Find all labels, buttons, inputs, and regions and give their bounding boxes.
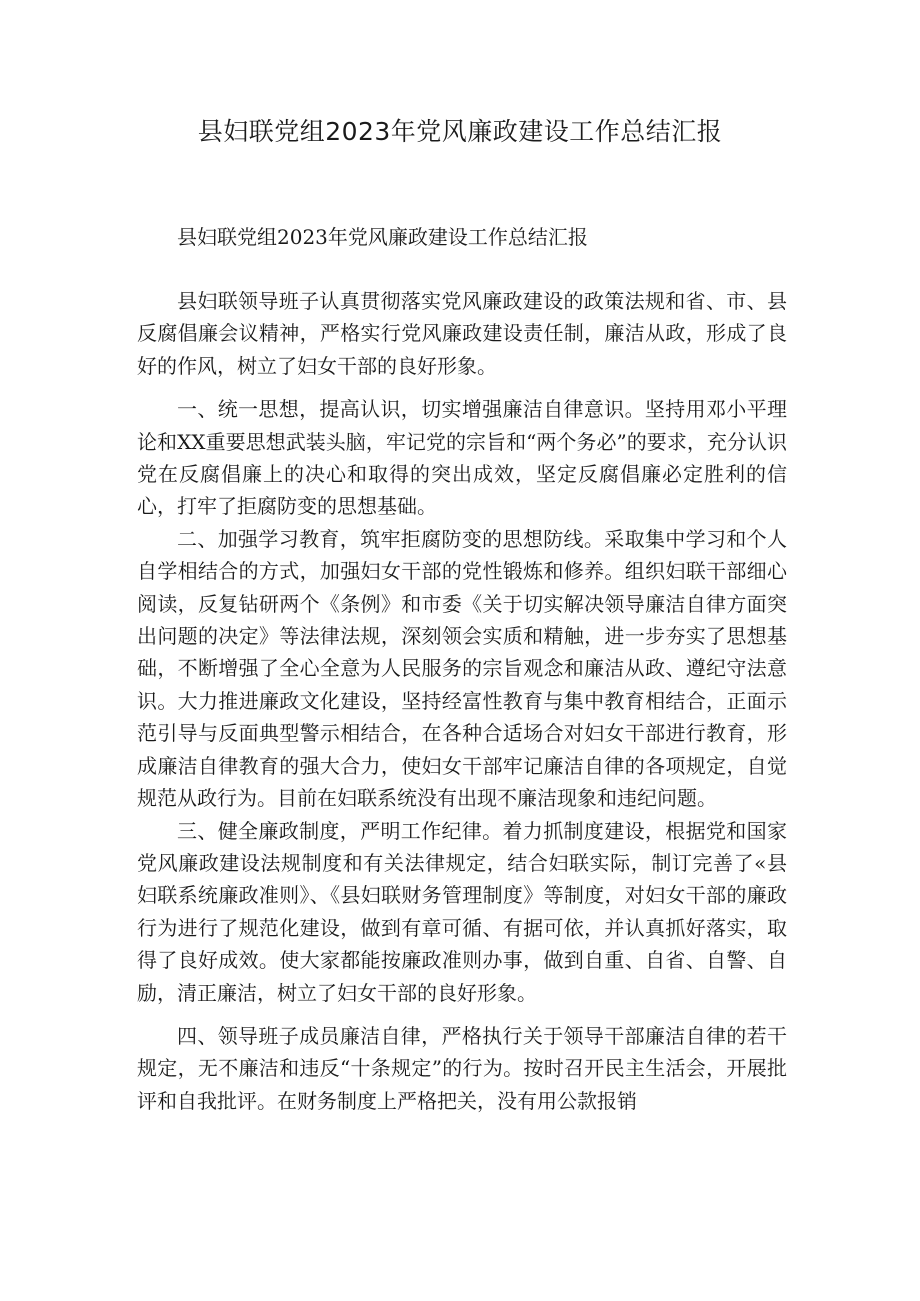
paragraph-intro: 县妇联领导班子认真贯彻落实党风廉政建设的政策法规和省、市、县反腐倡廉会议精神，严格实行党风廉政建设责任制，廉洁从政，形成了良好的作风，树立了妇女干部的良好形象。 xyxy=(137,289,787,378)
paragraph-section-1: 一、统一思想，提高认识，切实增强廉洁自律意识。坚持用邓小平理论和XX重要思想武装头脑，牢记党的宗旨和“两个务必”的要求，充分认识党在反腐倡廉上的决心和取得的突出成效，坚定反腐倡廉必定胜利的信心，打牢了拒腐防变的思想基础。 xyxy=(137,397,787,519)
paragraph-section-4: 四、领导班子成员廉洁自律，严格执行关于领导干部廉洁自律的若干规定，无不廉洁和违反“十条规定”的行为。按时召开民主生活会，开展批评和自我批评。在财务制度上严格把关，没有用公款报销 xyxy=(137,1023,787,1113)
document-body xyxy=(137,285,787,1117)
paragraph-section-2: 二、加强学习教育，筑牢拒腐防变的思想防线。采取集中学习和个人自学相结合的方式，加强妇女干部的党性锻炼和修养。组织妇联干部细心阅读，反复钻研两个《条例》和市委《关于切实解决领导廉洁自律方面突出问题的决定》等法律法规，深刻领会实质和精触，进一步夯实了思想基础，不断增强了全心全意为人民服务的宗旨观念和廉洁从政、遵纪守法意识。大力推进廉政文化建设，坚持经富性教育与集中教育相结合，正面示范引导与反面典型警示相结合，在各种合适场合对妇女干部进行教育，形成廉洁自律教育的强大合力，使妇女干部牢记廉洁自律的各项规定，自觉规范从政行为。目前在妇联系统没有出现不廉洁现象和违纪问题。 xyxy=(137,526,787,811)
document-title: 县妇联党组2023年党风廉政建设工作总结汇报 xyxy=(197,117,723,146)
document-subtitle: 县妇联党组2023年党风廉政建设工作总结汇报 xyxy=(177,225,588,249)
paragraph-section-3: 三、健全廉政制度，严明工作纪律。着力抓制度建设，根据党和国家党风廉政建设法规制度和有关法律规定，结合妇联实际，制订完善了«县妇联系统廉政准则》、《县妇联财务管理制度》等制度，对妇女干部的廉政行为进行了规范化建设，做到有章可循、有据可依，并认真抓好落实，取得了良好成效。使大家都能按廉政准则办事，做到自重、自省、自警、自励，清正廉洁，树立了妇女干部的良好形象。 xyxy=(137,818,787,1005)
